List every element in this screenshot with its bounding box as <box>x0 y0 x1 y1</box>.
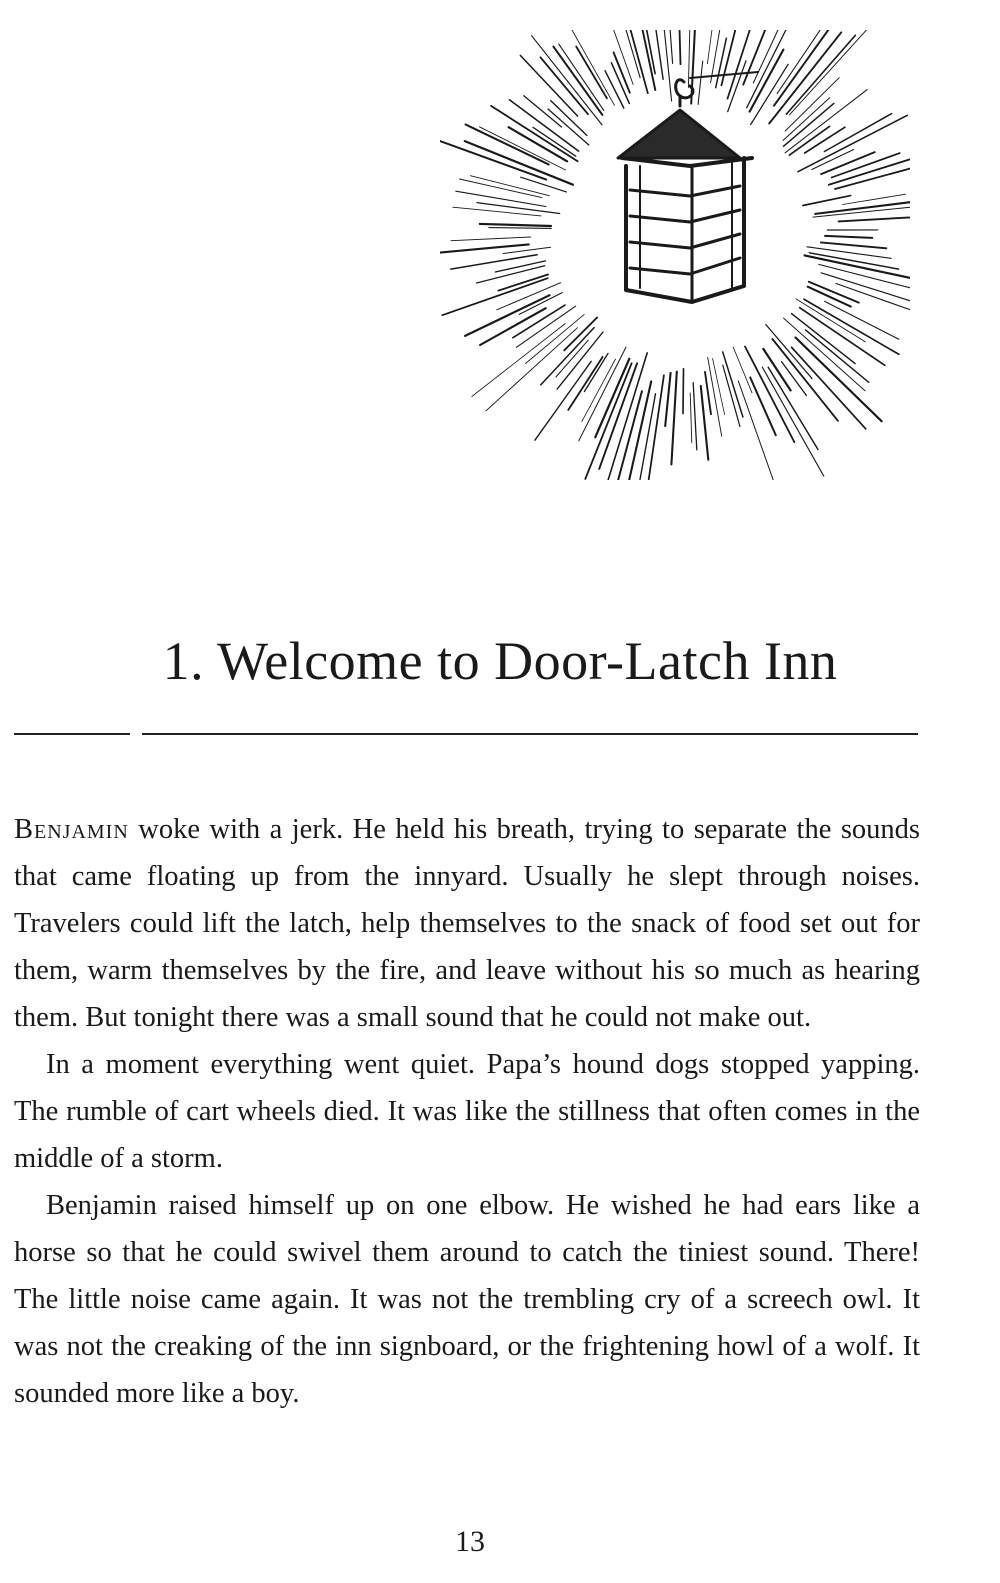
light-ray <box>548 109 589 145</box>
light-ray <box>486 328 578 411</box>
light-ray <box>568 357 602 410</box>
title-divider-right <box>142 733 918 735</box>
lantern-illustration <box>440 30 910 480</box>
light-ray <box>442 278 547 315</box>
light-ray <box>772 339 838 421</box>
chapter-title <box>0 630 1000 692</box>
light-ray <box>753 30 780 83</box>
light-ray <box>440 136 546 179</box>
light-ray <box>451 237 531 241</box>
light-ray <box>453 207 541 216</box>
light-ray <box>777 30 840 94</box>
light-ray <box>762 367 824 476</box>
light-ray <box>470 176 549 196</box>
light-ray <box>698 61 703 104</box>
light-ray <box>456 191 546 206</box>
light-ray <box>683 369 684 414</box>
light-ray <box>665 373 670 426</box>
paragraph-text: In a moment everything went quiet. Papa’s hound dogs stopped yapping. The rumble of cart wheels died. It was like the stillness that often comes in the middle of a storm. <box>14 1049 920 1174</box>
light-ray <box>614 30 647 93</box>
light-ray <box>656 30 663 79</box>
chapter-body <box>14 806 920 1417</box>
page-number: 13 <box>455 1525 485 1558</box>
light-ray <box>835 161 910 189</box>
light-ray <box>804 299 899 354</box>
light-ray <box>503 247 550 253</box>
light-ray <box>774 30 828 106</box>
light-ray <box>784 318 865 391</box>
light-ray <box>662 30 671 101</box>
light-ray <box>480 224 551 226</box>
light-ray <box>825 236 872 238</box>
light-ray <box>701 386 709 460</box>
light-ray <box>783 98 830 141</box>
light-ray <box>495 261 545 272</box>
paragraph-text: Benjamin raised himself up on one elbow. He wished he had ears like a horse so that he could swivel them around to catch the tiniest sound. There! The little noise came again. It was not the trembling cry of a screech owl. It was not the creaking of the inn signboard, or the frightening howl of a wolf. It sounded more like a boy. <box>14 1190 920 1409</box>
light-ray <box>785 90 867 153</box>
light-ray <box>516 306 575 347</box>
light-ray <box>477 203 560 214</box>
light-ray <box>768 367 818 449</box>
light-ray <box>723 365 740 426</box>
light-ray <box>796 299 865 342</box>
paragraph <box>14 1041 920 1182</box>
light-ray <box>671 372 676 465</box>
light-ray <box>812 150 854 170</box>
light-ray <box>707 30 713 64</box>
light-ray <box>633 394 655 480</box>
light-ray <box>605 71 624 108</box>
paragraph-lead: Benjamin <box>14 814 129 845</box>
light-ray <box>524 96 562 127</box>
light-rays <box>440 30 910 480</box>
light-ray <box>763 349 790 391</box>
title-divider-left <box>14 733 130 735</box>
light-ray <box>451 255 537 269</box>
light-ray <box>535 361 591 440</box>
light-ray <box>637 30 655 74</box>
light-ray <box>584 354 608 392</box>
light-ray <box>460 179 542 198</box>
light-ray <box>679 30 681 64</box>
light-ray <box>616 391 642 480</box>
light-ray <box>745 347 794 443</box>
light-ray <box>824 114 891 152</box>
light-ray <box>489 228 551 229</box>
light-ray <box>705 372 711 414</box>
paragraph <box>14 1182 920 1417</box>
light-ray <box>839 215 910 221</box>
light-ray <box>798 115 907 171</box>
light-ray <box>792 347 866 429</box>
light-ray <box>821 242 886 248</box>
paragraph <box>14 806 920 1041</box>
light-ray <box>509 100 578 151</box>
light-ray <box>766 325 812 379</box>
chapter-title-text: Welcome to Door-Latch Inn <box>217 631 838 691</box>
light-ray <box>520 55 577 116</box>
light-ray <box>440 244 529 254</box>
lantern-icon <box>618 72 758 302</box>
light-ray <box>626 381 651 480</box>
light-ray <box>595 30 633 84</box>
light-ray <box>693 383 697 450</box>
light-ray <box>533 127 576 156</box>
light-ray <box>576 47 607 99</box>
light-ray <box>498 275 548 291</box>
paragraph-text: woke with a jerk. He held his breath, trying to separate the sounds that came floating up from the innyard. Usually he slept through noises. Travelers could lift the latch, help themselves to the snack of food set out for them, warm themselves by the fire, and leave without his so much as hearing them. But tonight there was a small sound that he could not make out. <box>14 814 920 1033</box>
chapter-number: 1. <box>162 631 205 691</box>
light-ray <box>690 393 692 443</box>
light-ray <box>585 363 631 479</box>
